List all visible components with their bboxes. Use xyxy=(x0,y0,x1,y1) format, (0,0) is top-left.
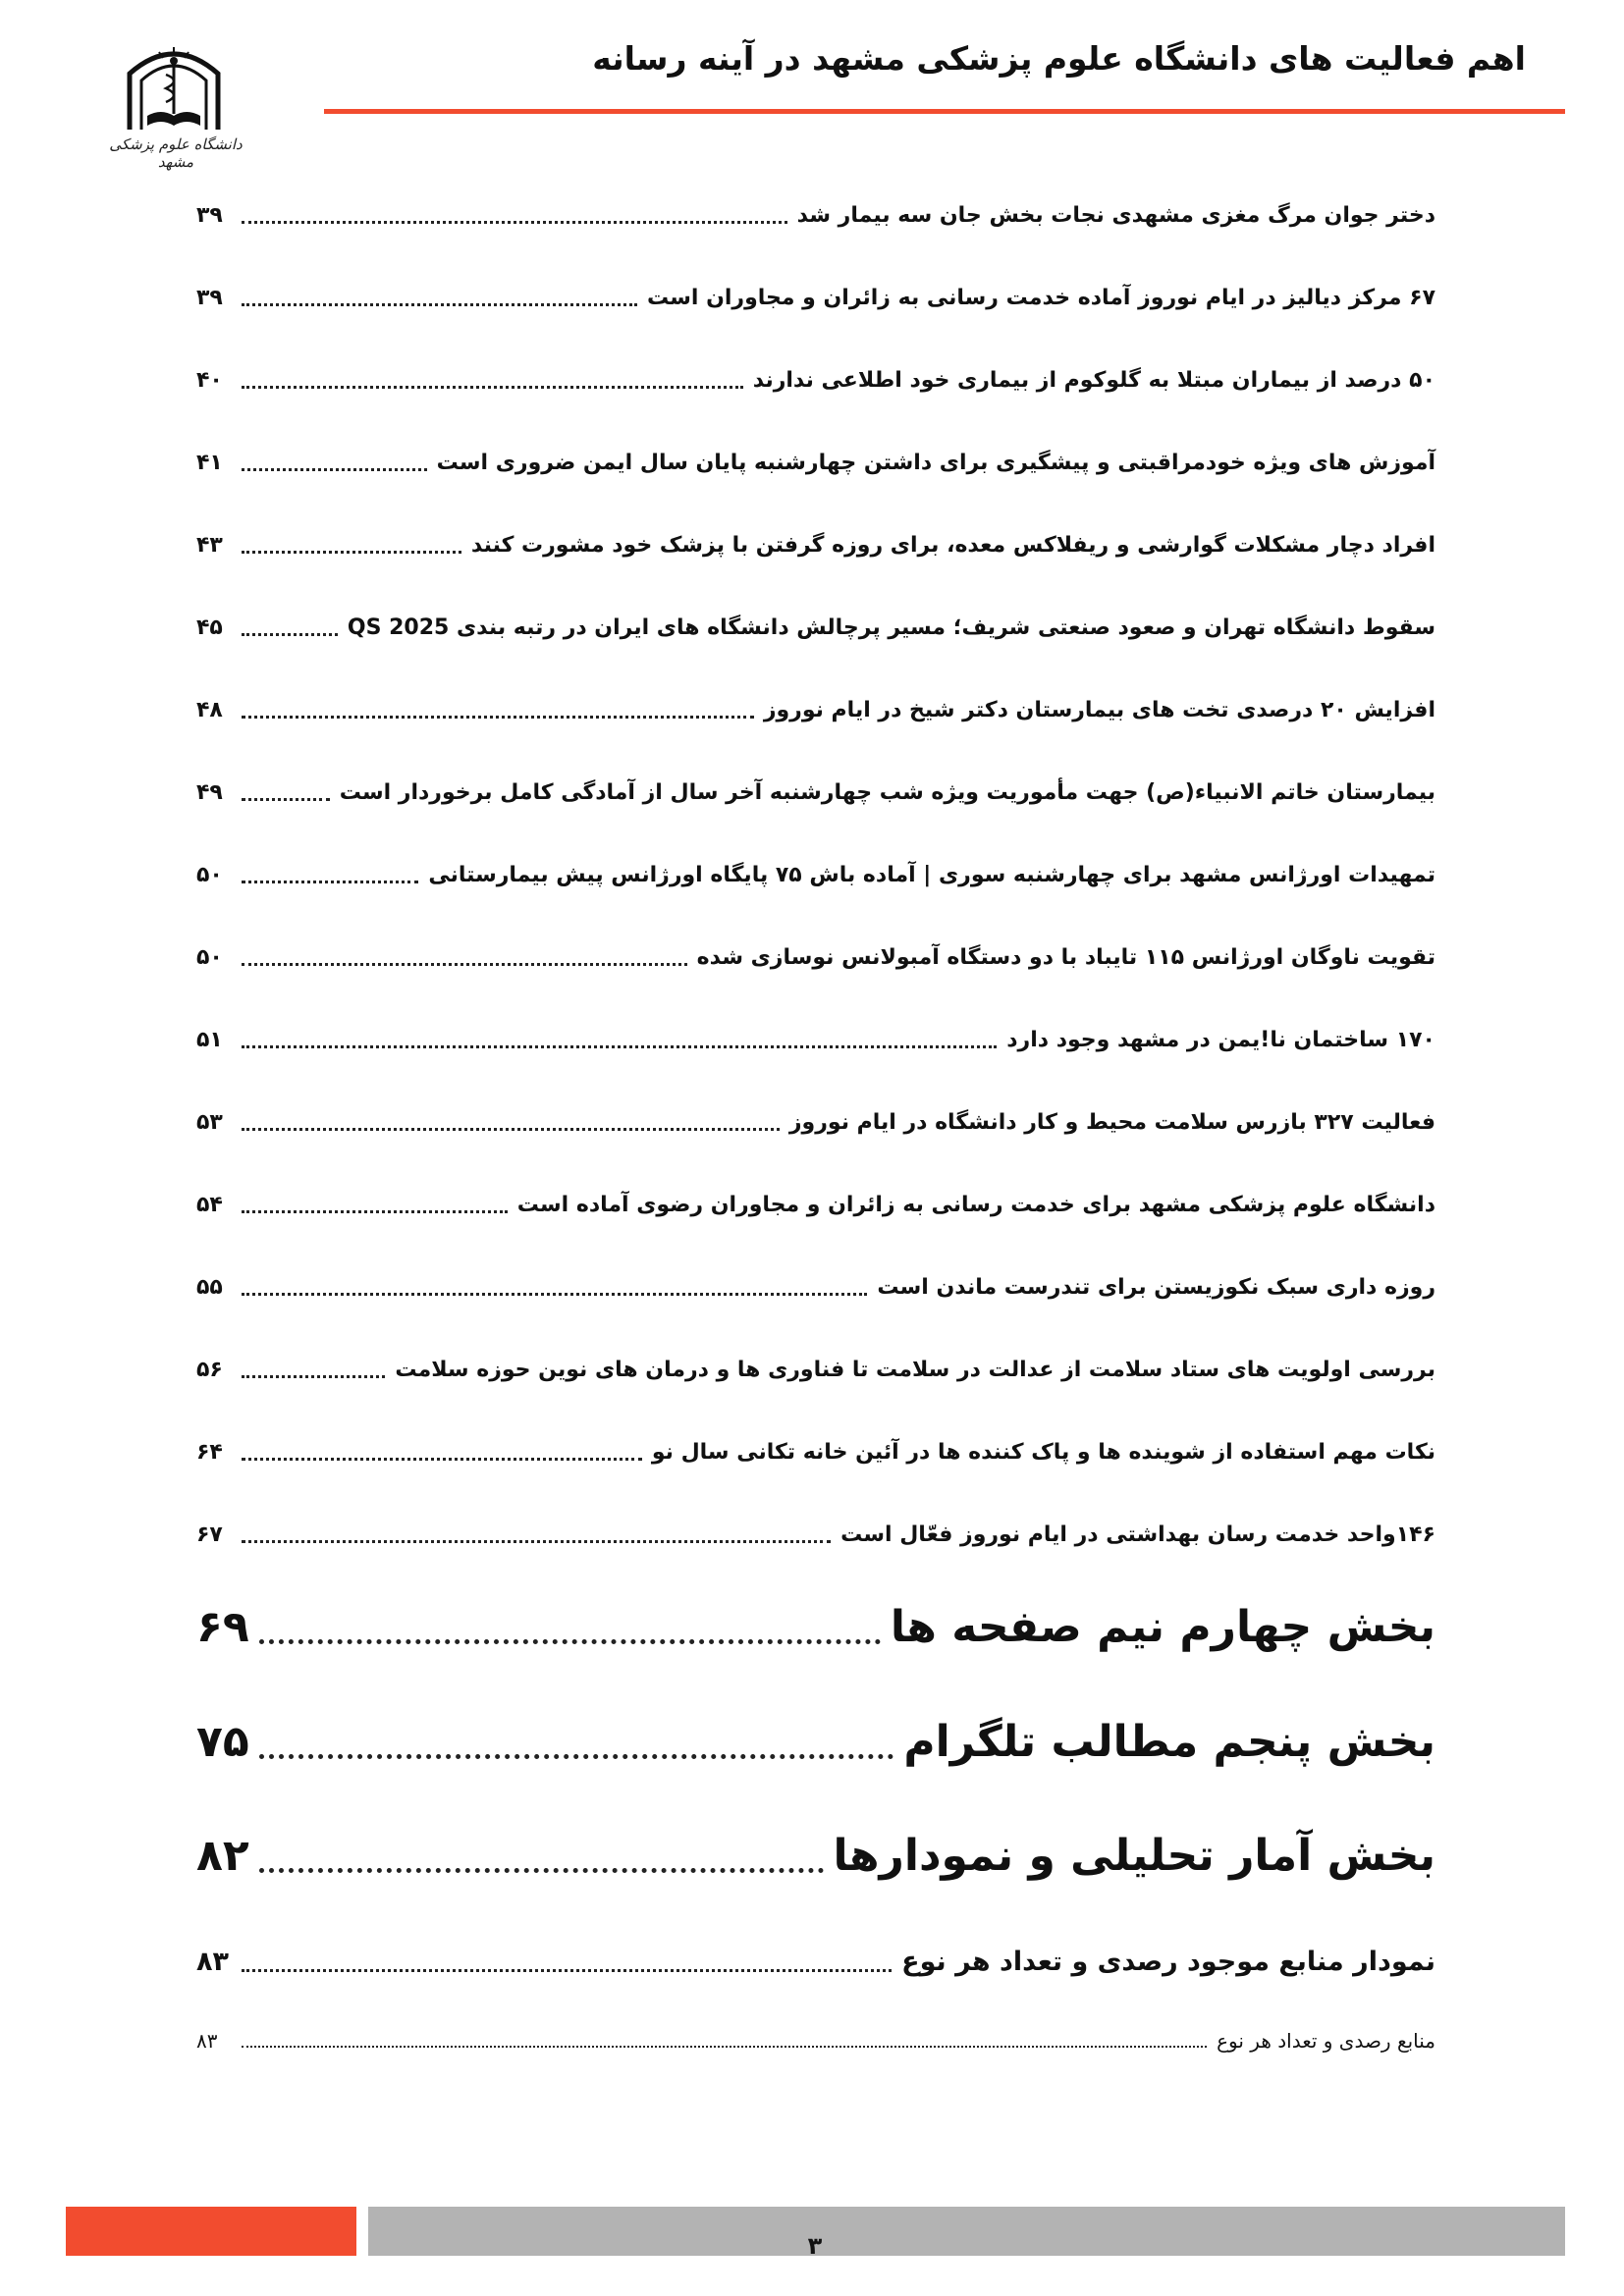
toc-section-page: ۸۲ xyxy=(196,1831,249,1881)
toc-entry-title: دانشگاه علوم پزشکی مشهد برای خدمت رسانی به زائران و مجاوران رضوی آماده است xyxy=(516,1193,1435,1217)
toc-section-title: بخش چهارم نیم صفحه ها xyxy=(890,1602,1435,1652)
toc-entry-page: ۵۳ xyxy=(196,1110,223,1135)
toc-entry-page: ۳۹ xyxy=(196,286,223,310)
toc-entry-title: فعالیت ۳۲۷ بازرس سلامت محیط و کار دانشگاه در ایام نوروز xyxy=(788,1110,1435,1135)
dot-leader xyxy=(259,1868,824,1873)
toc-section-title: بخش پنجم مطالب تلگرام xyxy=(903,1717,1435,1767)
toc-entry-title: نکات مهم استفاده از شوینده ها و پاک کننده ها در آئین خانه تکانی سال نو xyxy=(651,1440,1435,1465)
toc-entry[interactable] xyxy=(196,1522,1435,1549)
toc-entry-page: ۴۵ xyxy=(196,615,223,640)
toc-entry-title: دختر جوان مرگ مغزی مشهدی نجات بخش جان سه بیمار شد xyxy=(796,203,1435,228)
dot-leader xyxy=(242,221,787,224)
dot-leader xyxy=(242,551,461,554)
toc-entry[interactable] xyxy=(196,1027,1435,1054)
dot-leader xyxy=(242,1540,831,1543)
toc-entry[interactable] xyxy=(196,944,1435,972)
toc-entry[interactable] xyxy=(196,532,1435,560)
document-header-title: اهم فعالیت های دانشگاه علوم پزشکی مشهد در آینه رسانه xyxy=(592,39,1526,78)
toc-entry[interactable] xyxy=(196,862,1435,889)
toc-section-title: بخش آمار تحلیلی و نمودارها xyxy=(833,1831,1435,1881)
toc-entry-page: ۵۰ xyxy=(196,863,223,887)
toc-entry-title: تقویت ناوگان اورژانس ۱۱۵ تایباد با دو دستگاه آمبولانس نوسازی شده xyxy=(696,945,1435,970)
toc-entry[interactable] xyxy=(196,1357,1435,1384)
toc-entry[interactable] xyxy=(196,202,1435,230)
toc-entry[interactable] xyxy=(196,1274,1435,1302)
dot-leader xyxy=(242,798,330,801)
toc-section-page: ۷۵ xyxy=(196,1717,249,1767)
dot-leader xyxy=(242,716,754,719)
toc-small-entry[interactable] xyxy=(196,2029,1435,2054)
toc-entry[interactable] xyxy=(196,285,1435,312)
toc-entry-page: ۳۹ xyxy=(196,203,223,228)
dot-leader xyxy=(242,1375,385,1378)
toc-entry-title: روزه داری سبک نکوزیستن برای تندرست ماندن است xyxy=(877,1275,1435,1300)
page-number: ۳ xyxy=(807,2232,823,2260)
toc-entry[interactable] xyxy=(196,779,1435,807)
toc-entry[interactable] xyxy=(196,614,1435,642)
toc-entry-title: تمهیدات اورژانس مشهد برای چهارشنبه سوری | آماده باش ۷۵ پایگاه اورژانس پیش بیمارستانی xyxy=(428,863,1435,887)
toc-subsection-page: ۸۳ xyxy=(196,1947,229,1977)
toc-entry-page: ۴۳ xyxy=(196,533,223,558)
toc-entry-page: ۵۴ xyxy=(196,1193,223,1217)
toc-entry-title: ۱۴۶واحد خدمت رسان بهداشتی در ایام نوروز فعّال است xyxy=(840,1522,1435,1547)
toc-subsection-title: نمودار منابع موجود رصدی و تعداد هر نوع xyxy=(901,1947,1435,1977)
dot-leader xyxy=(242,963,687,966)
dot-leader xyxy=(242,1210,508,1213)
toc-entry-page: ۴۸ xyxy=(196,698,223,722)
dot-leader xyxy=(242,2046,1207,2048)
toc-entry[interactable] xyxy=(196,450,1435,477)
toc-entry-title: بیمارستان خاتم الانبیاء(ص) جهت مأموریت ویژه شب چهارشنبه آخر سال از آمادگی کامل برخوردار است xyxy=(339,780,1435,805)
toc-section-page: ۶۹ xyxy=(196,1602,249,1652)
toc-entry-page: ۴۱ xyxy=(196,451,223,475)
dot-leader xyxy=(242,1458,642,1461)
toc-entry-title: آموزش های ویژه خودمراقبتی و پیشگیری برای داشتن چهارشنبه پایان سال ایمن ضروری است xyxy=(436,451,1435,475)
toc-entry-page: ۵۰ xyxy=(196,945,223,970)
dot-leader xyxy=(242,386,743,389)
toc-entry-title: افزایش ۲۰ درصدی تخت های بیمارستان دکتر شیخ در ایام نوروز xyxy=(763,698,1435,722)
dot-leader xyxy=(259,1754,894,1759)
dot-leader xyxy=(242,1045,997,1048)
dot-leader xyxy=(242,303,637,306)
toc-section-4[interactable] xyxy=(196,1600,1435,1654)
toc-entry-title: ۶۷ مرکز دیالیز در ایام نوروز آماده خدمت رسانی به زائران و مجاوران است xyxy=(646,286,1435,310)
logo-caption: دانشگاه علوم پزشکی مشهد xyxy=(109,135,243,171)
toc-subsection[interactable] xyxy=(196,1946,1435,1979)
toc-entry[interactable] xyxy=(196,697,1435,724)
footer-accent-bar xyxy=(66,2207,356,2256)
toc-entry[interactable] xyxy=(196,1109,1435,1137)
toc-entry-page: ۶۴ xyxy=(196,1440,223,1465)
toc-small-entry-title: منابع رصدی و تعداد هر نوع xyxy=(1217,2029,1435,2053)
dot-leader xyxy=(259,1639,881,1644)
toc-entry-title: سقوط دانشگاه تهران و صعود صنعتی شریف؛ مسیر پرچالش دانشگاه های ایران در رتبه بندی QS 2025 xyxy=(347,615,1435,640)
toc-section-stats[interactable] xyxy=(196,1829,1435,1883)
toc-entry-page: ۶۷ xyxy=(196,1522,223,1547)
toc-entry-page: ۴۹ xyxy=(196,780,223,805)
dot-leader xyxy=(242,633,338,636)
toc-entry-title: ۱۷۰ ساختمان نا!یمن در مشهد وجود دارد xyxy=(1006,1028,1435,1052)
toc-entry-title: افراد دچار مشکلات گوارشی و ریفلاکس معده، برای روزه گرفتن با پزشک خود مشورت کنند xyxy=(470,533,1435,558)
dot-leader xyxy=(242,1293,867,1296)
toc-entry[interactable] xyxy=(196,1192,1435,1219)
toc-entry-page: ۵۵ xyxy=(196,1275,223,1300)
toc-entry-page: ۴۰ xyxy=(196,368,223,393)
toc-section-5[interactable] xyxy=(196,1715,1435,1769)
dot-leader xyxy=(242,468,427,471)
toc-entry-page: ۵۶ xyxy=(196,1358,223,1382)
header-divider xyxy=(324,109,1565,114)
dot-leader xyxy=(242,881,418,883)
toc-entry[interactable] xyxy=(196,1439,1435,1467)
toc-entry-page: ۵۱ xyxy=(196,1028,223,1052)
toc-small-entry-page: ۸۳ xyxy=(196,2029,218,2053)
dot-leader xyxy=(242,1969,892,1972)
toc-entry[interactable] xyxy=(196,367,1435,395)
footer-gray-bar xyxy=(368,2207,1565,2256)
toc-entry-title: ۵۰ درصد از بیماران مبتلا به گلوکوم از بیماری خود اطلاعی ندارند xyxy=(752,368,1435,393)
toc-entry-title: بررسی اولویت های ستاد سلامت از عدالت در سلامت تا فناوری ها و درمان های نوین حوزه سلامت xyxy=(395,1358,1435,1382)
dot-leader xyxy=(242,1128,780,1131)
